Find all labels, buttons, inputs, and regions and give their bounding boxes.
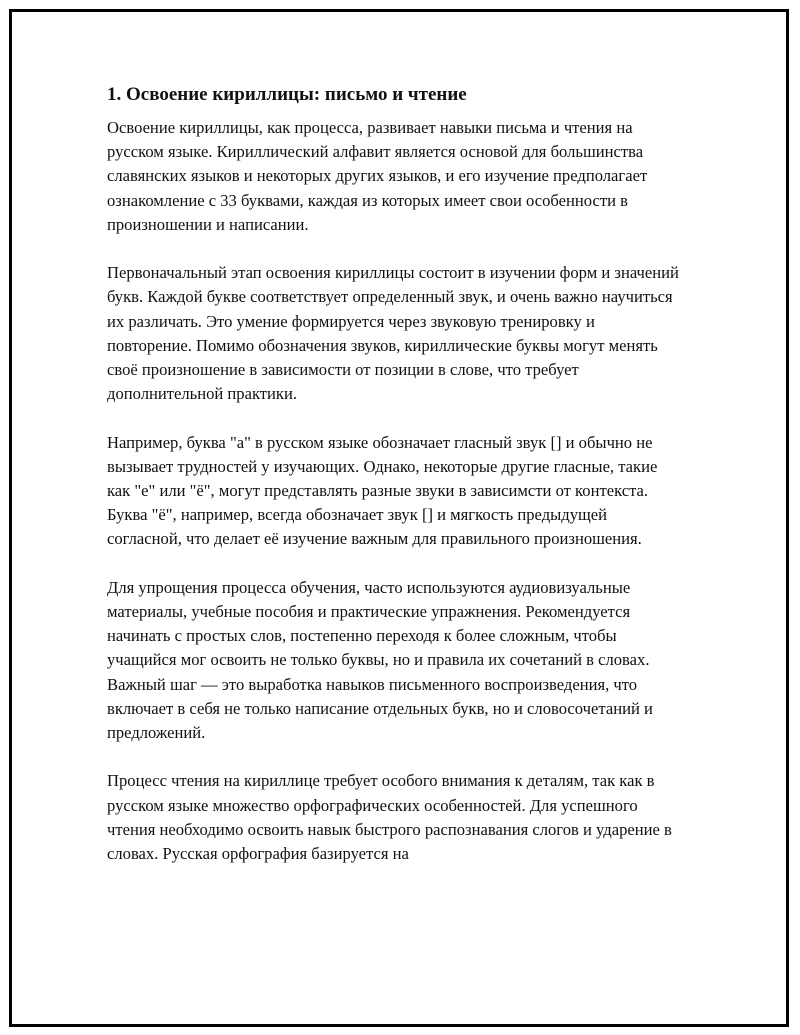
document-body xyxy=(107,82,682,890)
paragraph-5: Процесс чтения на кириллице требует особого внимания к деталям, так как в русском языке множество орфографических особенностей. Для успешного чтения необходимо освоить навык быстрого распознавания слогов и ударение в словах. Русская орфография базируется на xyxy=(107,771,672,864)
paragraph-3: Например, буква "а" в русском языке обозначает гласный звук [] и обычно не вызывает трудностей у изучающих. Однако, некоторые другие гласные, такие как "е" или "ё", могут представлять разные звуки в зависимсти от контекста. Буква "ё", например, всегда обозначает звук [] и мягкость предыдущей согласной, что делает её изучение важным для правильного произношения. xyxy=(107,432,658,549)
paragraph-4: Для упрощения процесса обучения, часто используются аудиовизуальные материалы, учебные пособия и практические упражнения. Рекомендуется начинать с простых слов, постепенно переходя к более сложным, чтобы учащийся мог освоить не только буквы, но и правила их сочетаний в словах. Важный шаг — это выработка навыков письменного воспроизведения, что включает в себя не только написание отдельных букв, но и словосочетаний и предложений. xyxy=(107,577,653,743)
paragraph-2: Первоначальный этап освоения кириллицы состоит в изучении форм и значений букв. Каждой букве соответствует определенный звук, и очень важно научиться их различать. Это умение формируется через звуковую тренировку и повторение. Помимо обозначения звуков, кириллические буквы могут менять своё произношение в зависимости от позиции в слове, что требует дополнительной практики. xyxy=(107,263,679,404)
paragraph-1: Освоение кириллицы, как процесса, развивает навыки письма и чтения на русском языке. Кириллический алфавит является основой для большинства славянских языков и некоторых других языков, и его изучение предполагает ознакомление с 33 буквами, каждая из которых имеет свои особенности в произношении и написании. xyxy=(107,118,648,234)
section-heading: 1. Освоение кириллицы: письмо и чтение xyxy=(107,84,467,105)
